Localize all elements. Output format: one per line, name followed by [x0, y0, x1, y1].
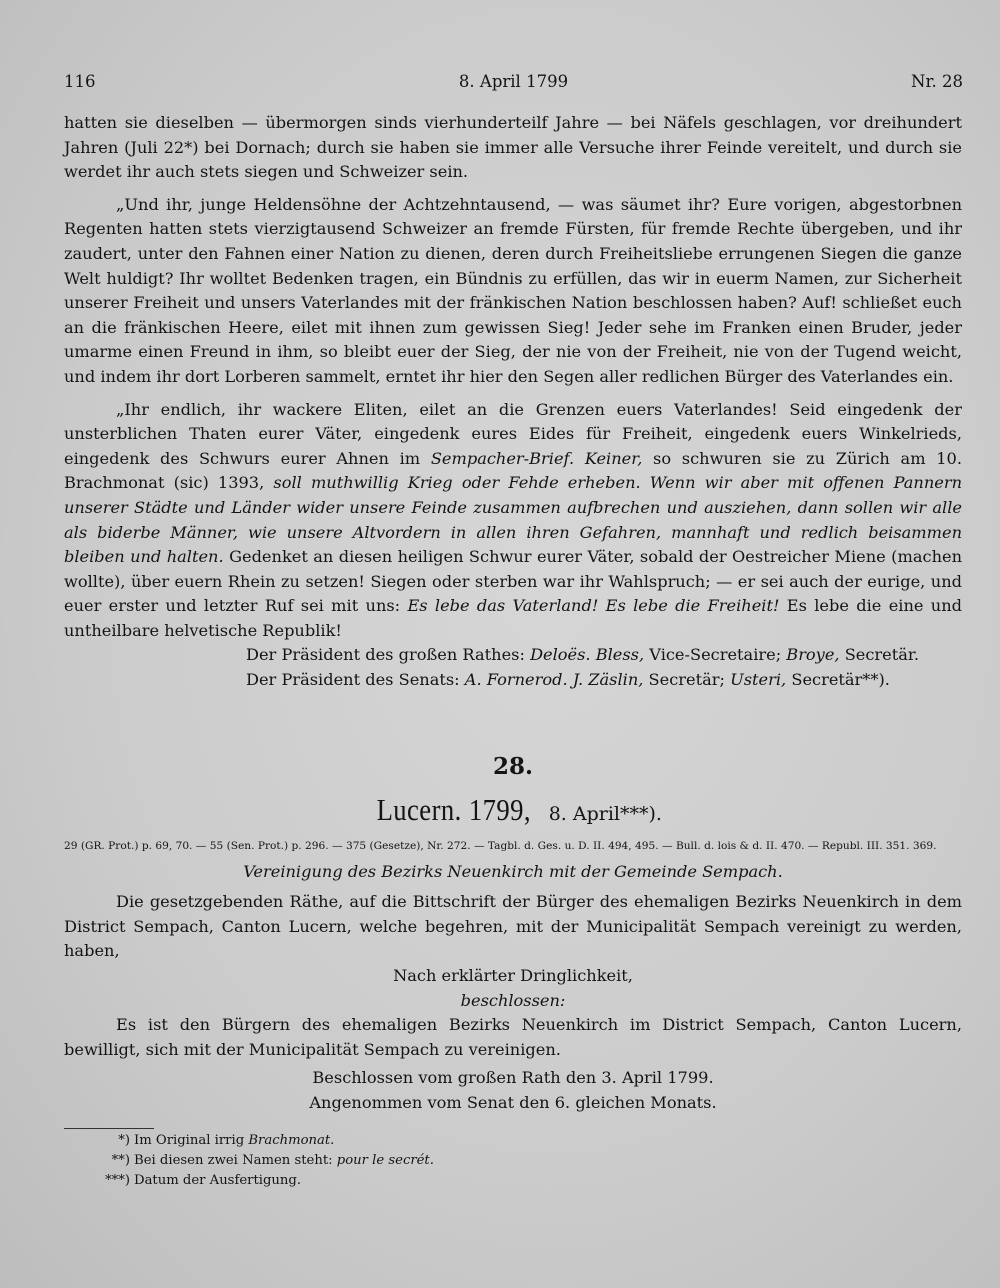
- paragraph: hatten sie dieselben — übermorgen sinds vierhunderteilf Jahre — bei Näfels geschlagen, vor dreihundert Jahren (Juli 22*) bei Dornach; durch sie haben sie immer alle Versuche ihrer Feinde vereitelt, und durch sie werdet ihr auch stets siegen und Schweizer sein.: [64, 113, 962, 182]
- paragraph: Es ist den Bürgern des ehemaligen Bezirks Neuenkirch im District Sempach, Canton Lucern, bewilligt, sich mit der Municipalität Sempach zu vereinigen.: [64, 1015, 962, 1059]
- paragraph: „Ihr endlich, ihr wackere Eliten, eilet an die Grenzen euers Vaterlandes! Seid eingedenk der unsterblichen Thaten eurer Väter, eingedenk eures Eides für Freiheit, eingedenk euers Winkelrieds, eingedenk des Schwurs eurer Ahnen im Sempacher-Brief. Keiner, so schwuren sie zu Zürich am 10. Brachmonat (sic) 1393, soll muthwillig Krieg oder Fehde erheben. Wenn wir aber mit offenen Pannern unserer Städte und Länder wider unsere Feinde zusammen aufbrechen und ausziehen, dann sollen wir alle als biderbe Männer, wie unsere Altvordern in allen ihren Gefahren, mannhaft und redlich beisammen bleiben und halten. Gedenket an diesen heiligen Schwur eurer Väter, sobald der Oestreicher Miene (machen wollte), über euern Rhein zu setzen! Siegen oder sterben war ihr Wahlspruch; — er sei auch der eurige, und euer erster und letzter Ruf sei mit uns: Es lebe das Vaterland! Es lebe die Freiheit! Es lebe die eine und untheilbare helvetische Republik!: [64, 399, 962, 640]
- signature-line: Der Präsident des Senats: A. Fornerod. J. Zäslin, Secretär; Usteri, Secretär**).: [246, 670, 890, 690]
- document-title: [64, 791, 962, 834]
- footnote-divider: [64, 1128, 154, 1129]
- paragraph: „Und ihr, junge Heldensöhne der Achtzehntausend, — was säumet ihr? Eure vorigen, abgestorbnen Regenten hatten stets vierzigtausend Schweizer an fremde Fürsten, für fremde Rechte übergeben, und ihr zaudert, unter den Fahnen einer Nation zu dienen, deren durch Freiheitsliebe errungenen Siegen die ganze Welt huldigt? Ihr wolltet Bedenken tragen, ein Bündnis zu erfüllen, das wir in euerm Namen, zur Sicherheit unserer Freiheit und unsers Vaterlandes mit der fränkischen Nation beschlossen haben? Auf! schließet euch an die fränkischen Heere, eilet mit ihnen zum gewissen Sieg! Jeder sehe im Franken einen Bruder, jeder umarme einen Freund in ihm, so bleibt euer der Sieg, der nie von der Freiheit, nie von der Tugend weicht, und indem ihr dort Lorberen sammelt, erntet ihr hier den Segen aller redlichen Bürger des Vaterlandes ein.: [64, 194, 962, 386]
- closing-line: Angenommen vom Senat den 6. gleichen Monats.: [309, 1093, 717, 1112]
- header-doc-number: Nr. 28: [911, 72, 963, 91]
- closing-line: Beschlossen vom großen Rath den 3. April 1799.: [312, 1068, 714, 1088]
- document-number: 28.: [492, 752, 533, 780]
- signature-line: Der Präsident des großen Rathes: Deloës. Bless, Vice-Secretaire; Broye, Secretär.: [246, 645, 920, 665]
- paragraph: Die gesetzgebenden Räthe, auf die Bittschrift der Bürger des ehemaligen Bezirks Neuenkirch in dem District Sempach, Canton Lucern, welche begehren, mit der Municipalität Sempach vereinigt zu werden, haben,: [64, 892, 962, 961]
- footnote: **) Bei diesen zwei Namen steht: pour le secrét.: [111, 1152, 434, 1168]
- footnotes: [64, 1131, 962, 1191]
- running-header: [64, 72, 963, 96]
- page-body: [64, 111, 962, 1191]
- document-subject: Vereinigung des Bezirks Neuenkirch mit der Gemeinde Sempach.: [243, 861, 783, 881]
- document-place-year: Lucern. 1799,: [376, 791, 531, 827]
- source-references: 29 (GR. Prot.) p. 69, 70. — 55 (Sen. Prot.) p. 296. — 375 (Gesetze), Nr. 272. — Tagbl. d. Ges. u. D. II. 494, 495. — Bull. d. lois & d. II. 470. — Republ. III. 351. 369.: [64, 839, 937, 852]
- urgency-line: Nach erklärter Dringlichkeit,: [393, 966, 633, 986]
- footnote: *) Im Original irrig Brachmonat.: [118, 1132, 335, 1148]
- page-number: 116: [64, 72, 96, 91]
- resolved-line: beschlossen:: [460, 990, 566, 1010]
- header-date: 8. April 1799: [458, 72, 569, 91]
- document-date: 8. April***).: [548, 802, 662, 825]
- footnote: ***) Datum der Ausfertigung.: [105, 1172, 302, 1188]
